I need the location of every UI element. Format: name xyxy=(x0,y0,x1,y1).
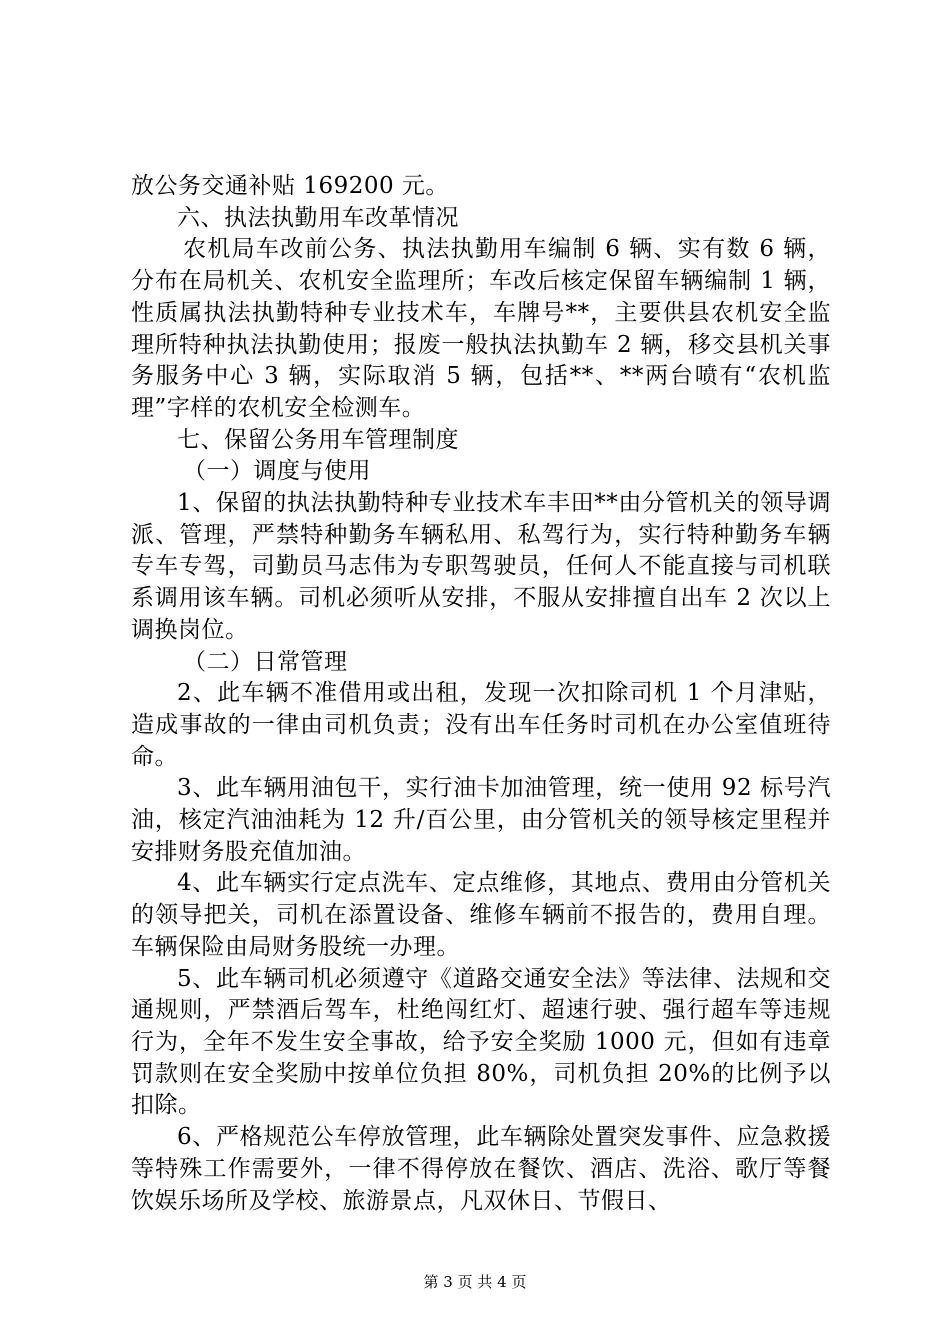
page-footer xyxy=(0,1272,950,1292)
heading-section-six: 六、执法执勤用车改革情况 xyxy=(177,204,459,231)
paragraph-rule-3: 3、此车辆用油包干，实行油卡加油管理，统一使用 92 标号汽油，核定汽油油耗为 12 升/百公里，由分管机关的领导核定里程并安排财务股充值加油。 xyxy=(131,775,831,865)
page-number-label: 第 3 页 共 4 页 xyxy=(423,1273,527,1291)
heading-section-seven: 七、保留公务用车管理制度 xyxy=(177,426,459,453)
paragraph-rule-2: 2、此车辆不准借用或出租，发现一次扣除司机 1 个月津贴，造成事故的一律由司机负责；没有出车任务时司机在办公室值班待命。 xyxy=(131,680,831,770)
subheading-dispatch: （一）调度与使用 xyxy=(183,458,371,485)
paragraph-subsidy: 放公务交通补贴 169200 元。 xyxy=(131,173,449,199)
paragraph-rule-6: 6、严格规范公车停放管理，此车辆除处置突发事件、应急救援等特殊工作需要外，一律不得停放在餐饮、酒店、洗浴、歌厅等餐饮娱乐场所及学校、旅游景点，凡双休日、节假日、 xyxy=(131,1124,831,1214)
document-body xyxy=(131,171,831,1217)
paragraph-vehicle-reform: 农机局车改前公务、执法执勤用车编制 6 辆、实有数 6 辆，分布在局机关、农机安全监理所；车改后核定保留车辆编制 1 辆，性质属执法执勤特种专业技术车，车牌号**，主要供县农机安全监理所特种执法执勤使用；报废一般执法执勤车 2 辆，移交县机关事务服务中心 3 辆，实际取消 5 辆，包括**、**两台喷有“农机监理”字样的农机安全检测车。 xyxy=(131,236,831,421)
paragraph-rule-5: 5、此车辆司机必须遵守《道路交通安全法》等法律、法规和交通规则，严禁酒后驾车，杜绝闯红灯、超速行驶、强行超车等违规行为，全年不发生安全事故，给予安全奖励 1000 元，但如有违章罚款则在安全奖励中按单位负担 80%，司机负担 20%的比例予以扣除。 xyxy=(131,965,831,1119)
subheading-daily-management: （二）日常管理 xyxy=(183,648,348,675)
paragraph-rule-1: 1、保留的执法执勤特种专业技术车丰田**由分管机关的领导调派、管理，严禁特种勤务车辆私用、私驾行为，实行特种勤务车辆专车专驾，司勤员马志伟为专职驾驶员，任何人不能直接与司机联系调用该车辆。司机必须听从安排，不服从安排擅自出车 2 次以上调换岗位。 xyxy=(131,490,831,643)
paragraph-rule-4: 4、此车辆实行定点洗车、定点维修，其地点、费用由分管机关的领导把关，司机在添置设备、维修车辆前不报告的，费用自理。车辆保险由局财务股统一办理。 xyxy=(131,870,831,960)
